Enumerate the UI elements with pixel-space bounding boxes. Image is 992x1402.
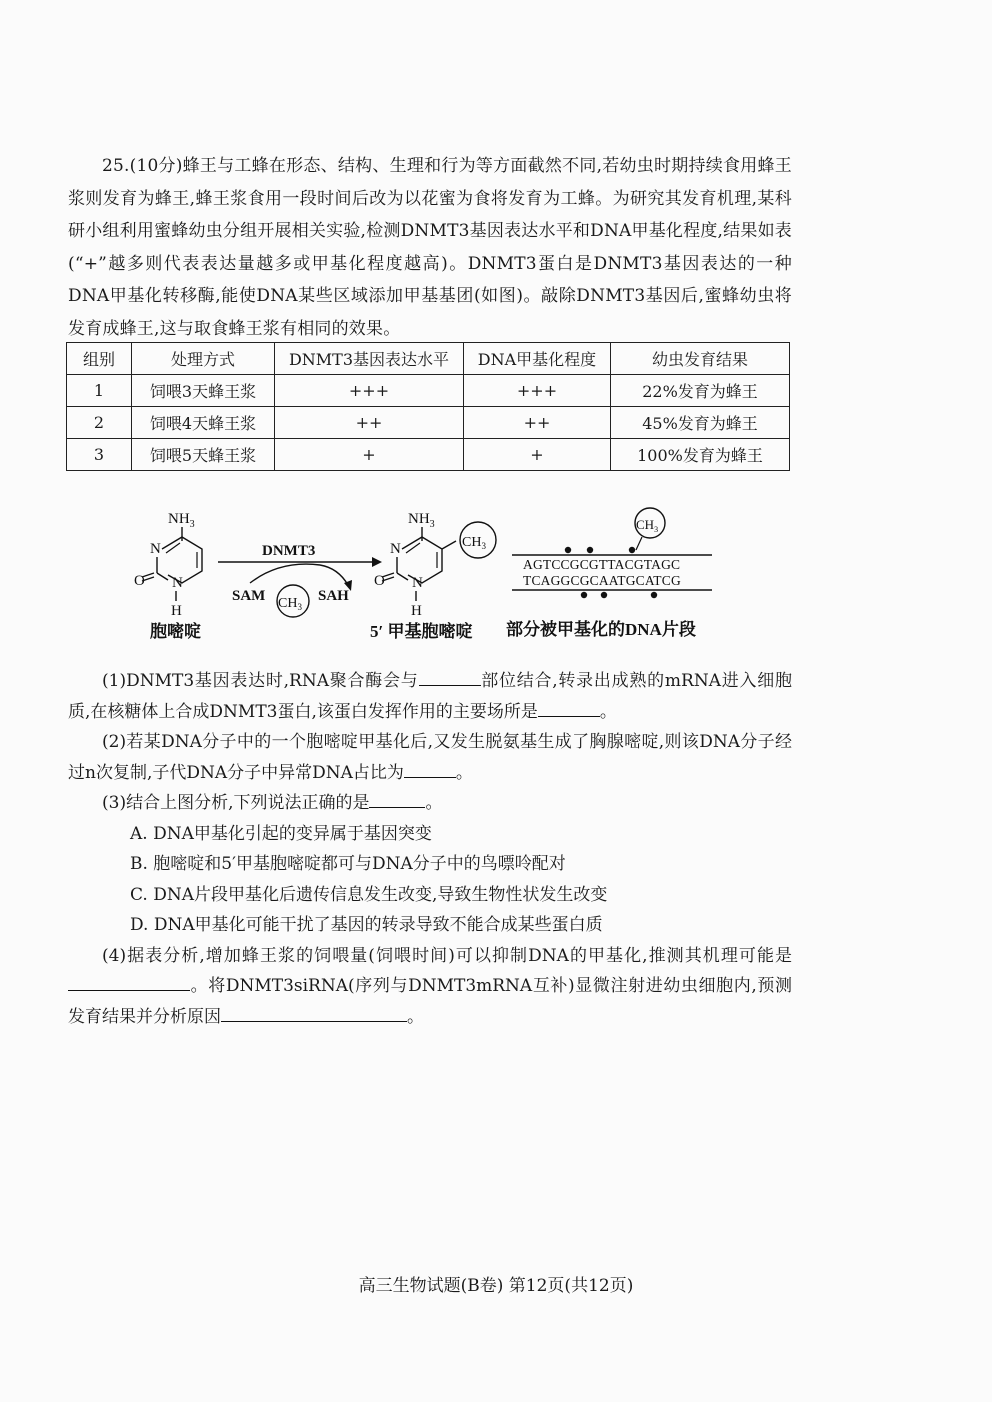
sam-label: SAM <box>232 588 266 604</box>
question-1 <box>68 666 792 727</box>
table-cell: 45%发育为蜂王 <box>611 407 790 439</box>
answer-blank-4a[interactable] <box>68 973 190 991</box>
oxygen-atom: O <box>374 573 385 589</box>
question-3-text: (3)结合上图分析,下列说法正确的是 <box>102 793 370 813</box>
cytosine-label: 胞嘧啶 <box>150 622 201 641</box>
option-d: D. DNA甲基化可能干扰了基因的转录导致不能合成某些蛋白质 <box>130 915 603 935</box>
table-header: 处理方式 <box>132 343 275 375</box>
question-2 <box>68 727 792 788</box>
hydrogen-atom: H <box>171 603 182 619</box>
page-footer: 高三生物试题(B卷) 第12页(共12页) <box>358 1276 634 1296</box>
table-cell: 100%发育为蜂王 <box>611 439 790 471</box>
nh3-label: $NH_3$ <box>168 511 195 530</box>
methylcytosine-label: 5′ 甲基胞嘧啶 <box>370 622 473 641</box>
table-cell: ++ <box>464 407 611 439</box>
table-cell: 2 <box>67 407 132 439</box>
question-1-text: 部位结合,转录出成熟的mRNA进入细胞质,在核糖体上合成DNMT3蛋白,该蛋白发挥作用的主要场所是 <box>68 671 792 722</box>
question-4-text: (4)据表分析,增加蜂王浆的饲喂量(饲喂时间)可以抑制DNA的甲基化,推测其机理可能是 <box>102 945 792 966</box>
table-header: 幼虫发育结果 <box>611 343 790 375</box>
cytosine-structure <box>134 511 202 641</box>
answer-blank-4b[interactable] <box>221 1004 407 1022</box>
answer-blank-1b[interactable] <box>538 699 600 717</box>
methyl-label: $CH_3$ <box>278 596 302 612</box>
nh3-label: $NH_3$ <box>408 511 435 530</box>
answer-blank-2[interactable] <box>404 760 456 778</box>
ring-nitrogen: N <box>390 541 401 557</box>
questions <box>68 666 792 1032</box>
table-header: DNMT3基因表达水平 <box>275 343 464 375</box>
dna-strand-bottom: TCAGGCGCAATGCATCG <box>523 573 681 588</box>
table-header-row <box>67 343 790 375</box>
intro-text: 25.(10分)蜂王与工蜂在形态、结构、生理和行为等方面截然不同,若幼虫时期持续食用蜂王浆则发育为蜂王,蜂王浆食用一段时间后改为以花蜜为食将发育为工蜂。为研究其发育机理,某科研小组利用蜜蜂幼虫分组开展相关实验,检测DNMT3基因表达水平和DNA甲基化程度,结果如表(“+”越多则代表表达量越多或甲基化程度越高)。DNMT3蛋白是DNMT3基因表达的一种DNA甲基化转移酶,能使DNA某些区域添加甲基基团(如图)。敲除DNMT3基因后,蜜蜂幼虫将发育成蜂王,这与取食蜂王浆有相同的效果。 <box>68 156 792 339</box>
question-2-text: 。 <box>455 762 473 783</box>
question-1-text: (1)DNMT3基因表达时,RNA聚合酶会与 <box>102 671 419 691</box>
ring-nitrogen: N <box>150 541 161 557</box>
methylcytosine-structure <box>370 511 496 641</box>
table-cell: +++ <box>275 375 464 407</box>
table-cell: 饲喂5天蜂王浆 <box>132 439 275 471</box>
table-row <box>67 439 790 471</box>
table-cell: 1 <box>67 375 132 407</box>
table-cell: 22%发育为蜂王 <box>611 375 790 407</box>
methyl-label: $CH_3$ <box>636 517 659 534</box>
table-cell: +++ <box>464 375 611 407</box>
methylation-diagram <box>120 505 720 645</box>
question-4-text: 。 <box>407 1006 424 1027</box>
question-2-text: (2)若某DNA分子中的一个胞嘧啶甲基化后,又发生脱氨基生成了胸腺嘧啶,则该DNA分子经过n次复制,子代DNA分子中异常DNA占比为 <box>68 732 792 783</box>
fragment-label: 部分被甲基化的DNA片段 <box>506 620 696 639</box>
question-1-text: 。 <box>599 701 617 722</box>
table-cell: 饲喂3天蜂王浆 <box>132 375 275 407</box>
table-row <box>67 407 790 439</box>
dna-strand-top: AGTCCGCGTTACGTAGC <box>523 557 681 572</box>
ring-nitrogen: N <box>172 575 183 591</box>
table-cell: + <box>275 439 464 471</box>
question-intro <box>68 150 792 345</box>
table-header: 组别 <box>67 343 132 375</box>
table-header: DNA甲基化程度 <box>464 343 611 375</box>
option-a: A. DNA甲基化引起的变异属于基因突变 <box>130 823 432 844</box>
answer-blank-1a[interactable] <box>419 668 481 686</box>
reaction-arrow <box>218 543 382 617</box>
results-table <box>66 342 790 471</box>
question-3-text: 。 <box>425 793 443 813</box>
table-row <box>67 375 790 407</box>
option-c: C. DNA片段甲基化后遗传信息发生改变,导致生物性状发生改变 <box>130 884 608 905</box>
table-cell: 饲喂4天蜂王浆 <box>132 407 275 439</box>
ring-nitrogen: N <box>412 575 423 591</box>
question-4-text: 。将DNMT3siRNA(序列与DNMT3mRNA互补)显微注射进幼虫细胞内,预测发育结果并分析原因 <box>68 976 792 1027</box>
hydrogen-atom: H <box>411 603 422 619</box>
question-3 <box>68 788 792 819</box>
methyl-label: $CH_3$ <box>462 535 486 551</box>
table-cell: 3 <box>67 439 132 471</box>
table-cell: ++ <box>275 407 464 439</box>
sah-label: SAH <box>318 588 349 604</box>
option-b: B. 胞嘧啶和5′甲基胞嘧啶都可与DNA分子中的鸟嘌呤配对 <box>130 854 566 874</box>
answer-blank-3[interactable] <box>369 790 425 808</box>
dna-fragment <box>506 508 712 639</box>
question-4 <box>68 941 792 1033</box>
enzyme-label: DNMT3 <box>262 543 316 559</box>
oxygen-atom: O <box>134 573 145 589</box>
table-cell: + <box>464 439 611 471</box>
